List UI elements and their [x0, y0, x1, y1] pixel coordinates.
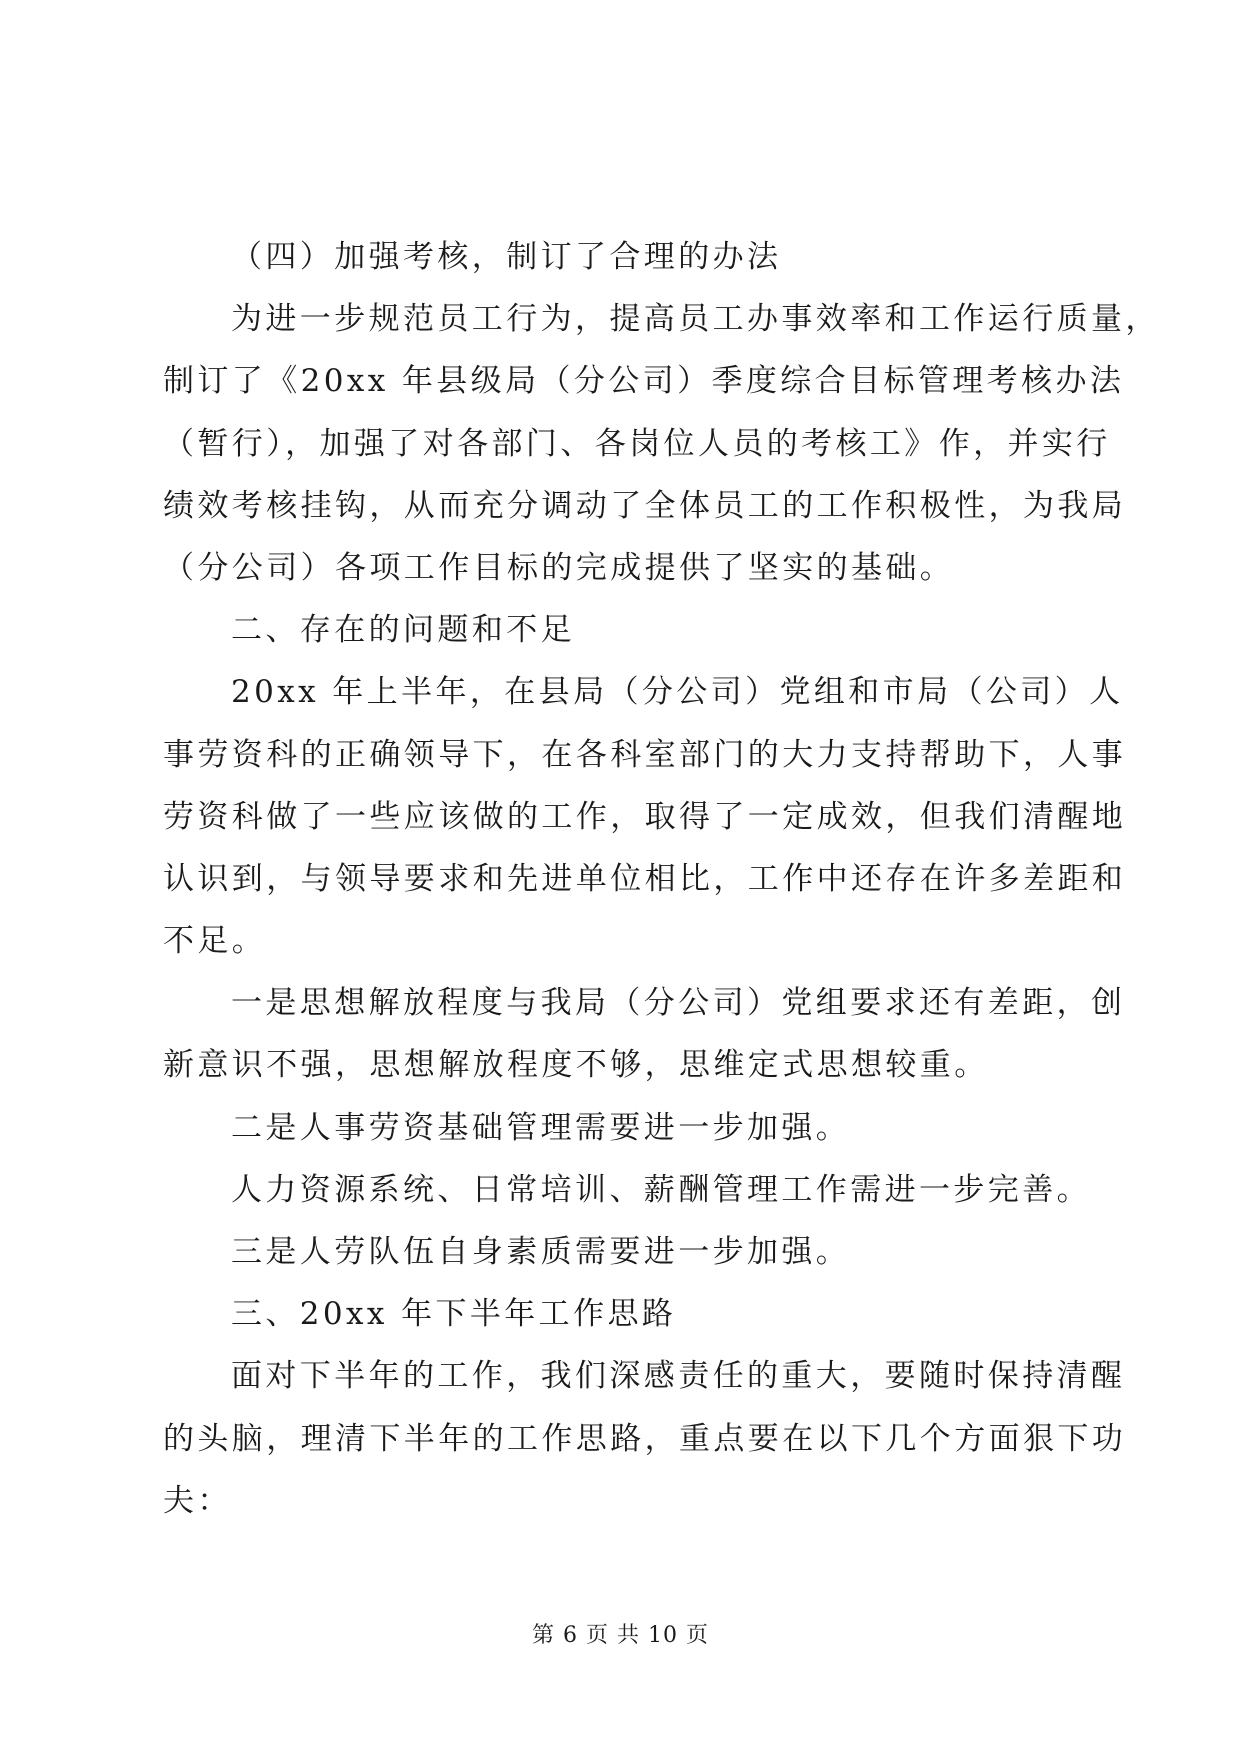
body-line: 人力资源系统、日常培训、薪酬管理工作需进一步完善。	[231, 1171, 1091, 1208]
body-line: 为进一步规范员工行为，提高员工办事效率和工作运行质量，	[231, 301, 1160, 338]
body-line: （四）加强考核，制订了合理的办法	[231, 239, 782, 275]
body-line: （暂行），加强了对各部门、各岗位人员的考核工》作，并实行	[163, 425, 1111, 462]
body-line: 绩效考核挂钩，从而充分调动了全体员工的工作积极性，为我局	[163, 487, 1127, 524]
body-line: 面对下半年的工作，我们深感责任的重大，要随时保持清醒	[231, 1358, 1126, 1395]
body-line: 20xx 年上半年，在县局（分公司）党组和市局（公司）人	[231, 674, 1124, 711]
body-line: 认识到，与领导要求和先进单位相比，工作中还存在许多差距和	[163, 860, 1127, 897]
body-line: 劳资科做了一些应该做的工作，取得了一定成效，但我们清醒地	[163, 798, 1127, 835]
section-heading: 三、20xx 年下半年工作思路	[231, 1296, 677, 1333]
body-line: 的头脑，理清下半年的工作思路，重点要在以下几个方面狠下功	[163, 1420, 1127, 1457]
body-line: （分公司）各项工作目标的完成提供了坚实的基础。	[163, 549, 955, 586]
document-body	[163, 226, 1160, 1532]
body-line: 不足。	[163, 923, 267, 960]
body-line: 一是思想解放程度与我局（分公司）党组要求还有差距，创	[231, 985, 1126, 1022]
page-number-footer: 第 6 页 共 10 页	[532, 1623, 709, 1648]
body-line: 二是人事劳资基础管理需要进一步加强。	[231, 1109, 851, 1146]
section-heading: 二、存在的问题和不足	[231, 612, 575, 649]
body-line: 三是人劳队伍自身素质需要进一步加强。	[231, 1234, 851, 1270]
body-line: 制订了《20xx 年县级局（分公司）季度综合目标管理考核办法	[163, 363, 1125, 400]
body-line: 夫：	[163, 1482, 232, 1519]
body-line: 新意识不强，思想解放程度不够，思维定式思想较重。	[163, 1047, 989, 1084]
body-line: 事劳资科的正确领导下，在各科室部门的大力支持帮助下，人事	[163, 736, 1127, 773]
